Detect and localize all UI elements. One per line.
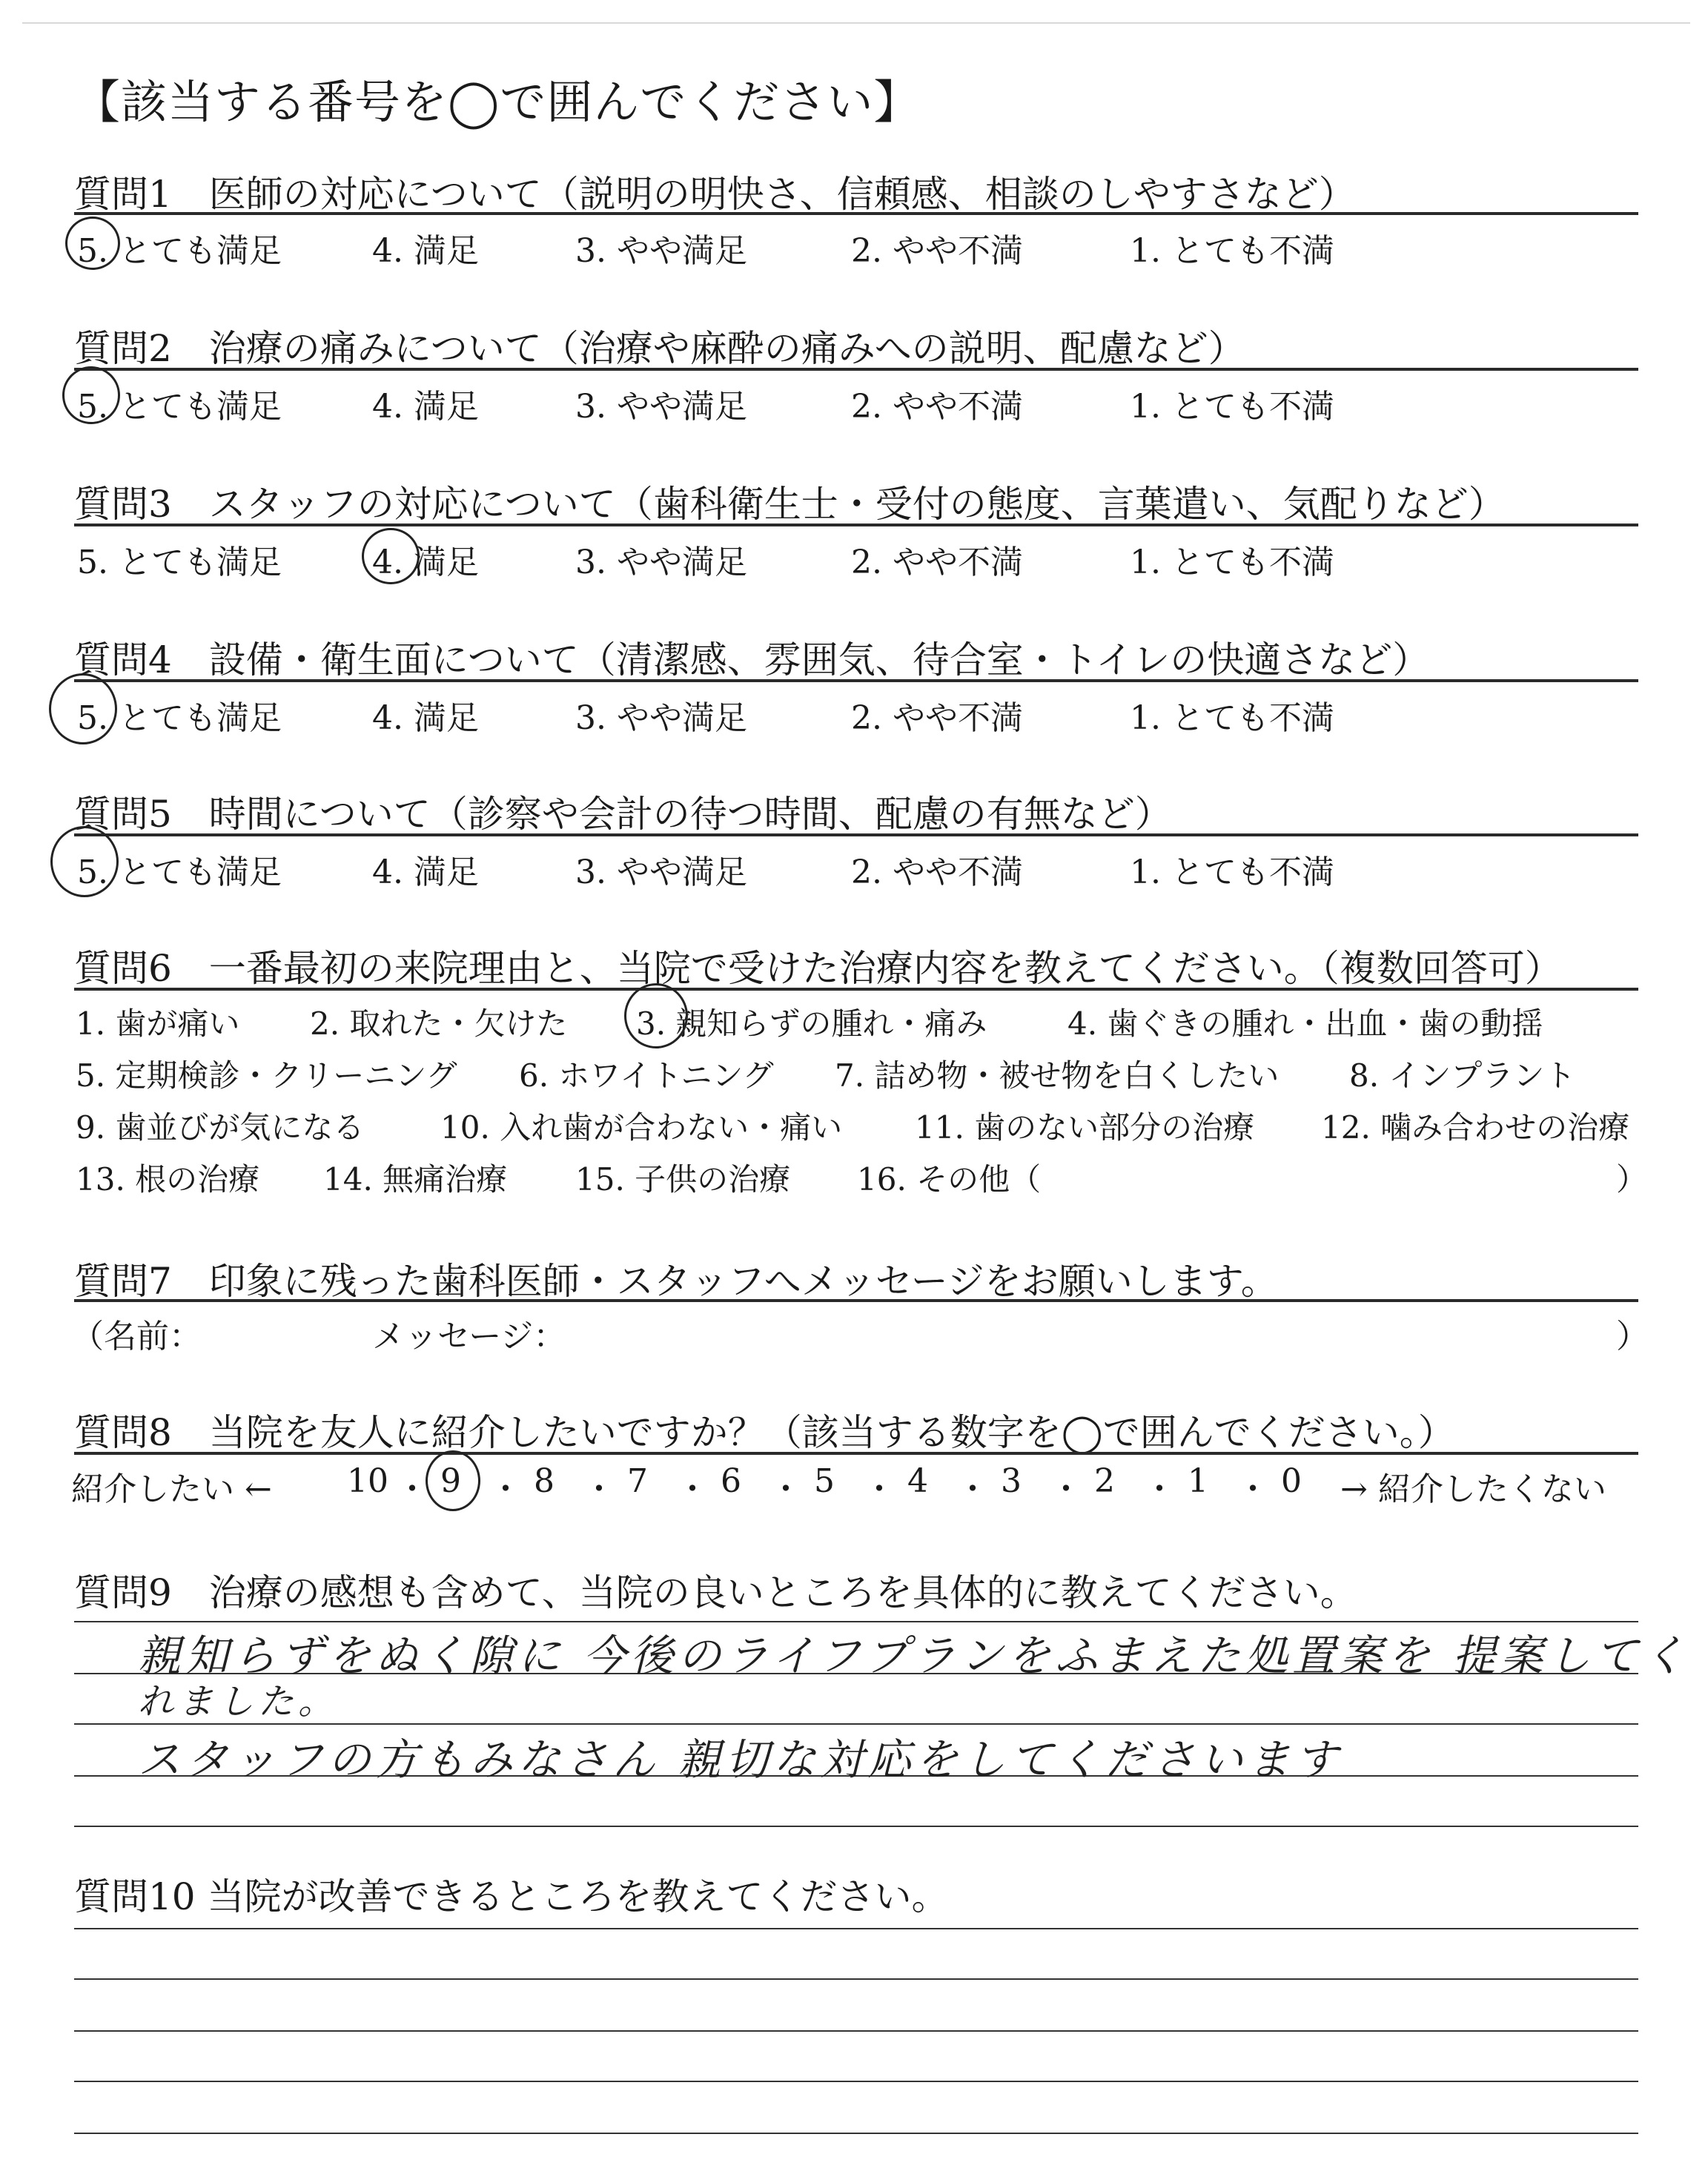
q4-rule [74,679,1638,682]
q1-option-5[interactable]: 5. とても満足 [77,232,282,270]
q8-scale-separator: ・ [489,1470,522,1508]
q8-scale-value-5[interactable]: 5 [814,1462,835,1500]
q8-scale-separator: ・ [1050,1470,1082,1508]
q9-title: 質問9 治療の感想も含めて、当院の良いところを具体的に教えてください。 [74,1571,1357,1614]
q6-option-16[interactable]: 16. その他（ [857,1161,1042,1198]
q1-selection-circle [65,217,120,270]
q8-scale-separator: ・ [583,1470,615,1508]
q6-title: 質問6 一番最初の来院理由と、当院で受けた治療内容を教えてください。（複数回答可） [74,947,1562,990]
q10-line-1 [74,1928,1638,1929]
q6-option-2[interactable]: 2. 取れた・欠けた [310,1005,568,1042]
q2-option-5[interactable]: 5. とても満足 [77,388,282,426]
q6-option-5[interactable]: 5. 定期検診・クリーニング [76,1057,457,1094]
q8-scale-value-9[interactable]: 9 [440,1462,461,1500]
q9-line-5 [74,1826,1638,1827]
q8-scale-value-4[interactable]: 4 [907,1462,928,1500]
q8-scale-separator: ・ [769,1470,802,1508]
q6-option-8[interactable]: 8. インプラント [1349,1057,1576,1094]
q8-scale-separator: ・ [396,1470,428,1508]
q3-option-2[interactable]: 2. やや不満 [851,544,1023,581]
q3-option-5[interactable]: 5. とても満足 [77,544,282,581]
q8-scale-value-7[interactable]: 7 [627,1462,648,1500]
q8-scale-separator: ・ [863,1470,896,1508]
q5-option-4[interactable]: 4. 満足 [372,853,479,891]
q6-option-7[interactable]: 7. 詰め物・被せ物を白くしたい [835,1057,1280,1094]
q4-selection-circle [49,673,117,744]
q8-scale-separator: ・ [1237,1470,1269,1508]
q10-line-5 [74,2133,1638,2134]
q8-scale-separator: ・ [956,1470,989,1508]
q8-scale-value-3[interactable]: 3 [1001,1462,1022,1500]
q4-title: 質問4 設備・衛生面について（清潔感、雰囲気、待合室・トイレの快適さなど） [74,638,1430,681]
q7-message-label[interactable]: メッセージ： [372,1318,566,1355]
q4-option-4[interactable]: 4. 満足 [372,699,479,737]
q8-scale-value-8[interactable]: 8 [534,1462,555,1500]
q6-option-10[interactable]: 10. 入れ歯が合わない・痛い [440,1109,843,1146]
q4-option-3[interactable]: 3. やや満足 [575,699,747,737]
q6-option-6[interactable]: 6. ホワイトニング [519,1057,774,1094]
scan-top-edge [22,22,1690,24]
q8-rule [74,1452,1638,1455]
q2-title: 質問2 治療の痛みについて（治療や麻酔の痛みへの説明、配慮など） [74,327,1245,370]
q9-answer-line-1: 親知らずをぬく隙に 今後のライフプランをふまえた処置案を 提案してく [138,1631,1690,1681]
q6-option-3[interactable]: 3. 親知らずの腫れ・痛み [636,1005,987,1042]
q5-selection-circle [50,826,119,897]
q3-option-4[interactable]: 4. 満足 [372,544,479,581]
q3-option-1[interactable]: 1. とても不満 [1130,544,1334,581]
q10-title: 質問10 当院が改善できるところを教えてください。 [74,1875,949,1918]
q2-option-1[interactable]: 1. とても不満 [1130,388,1334,426]
q1-option-1[interactable]: 1. とても不満 [1130,232,1334,270]
q8-selection-circle [426,1450,480,1511]
q4-option-1[interactable]: 1. とても不満 [1130,699,1334,737]
q1-option-3[interactable]: 3. やや満足 [575,232,747,270]
q5-option-1[interactable]: 1. とても不満 [1130,853,1334,891]
q8-scale-value-0[interactable]: 0 [1281,1462,1302,1500]
q1-option-2[interactable]: 2. やや不満 [851,232,1023,270]
q8-scale-value-2[interactable]: 2 [1094,1462,1115,1500]
q8-scale-value-1[interactable]: 1 [1188,1462,1208,1500]
q3-option-3[interactable]: 3. やや満足 [575,544,747,581]
q8-right-label: → 紹介したくない [1340,1470,1606,1508]
q10-line-4 [74,2081,1638,2082]
q9-answer-line-2: れました。 [138,1681,339,1723]
q8-scale-separator: ・ [676,1470,709,1508]
q8-scale-value-6[interactable]: 6 [721,1462,741,1500]
q6-option-9[interactable]: 9. 歯並びが気になる [76,1109,365,1146]
q8-scale-separator: ・ [1143,1470,1176,1508]
q1-rule [74,212,1638,215]
q3-title: 質問3 スタッフの対応について（歯科衛生士・受付の態度、言葉遣い、気配りなど） [74,483,1506,526]
q6-selection-circle [624,983,688,1048]
q2-option-2[interactable]: 2. やや不満 [851,388,1023,426]
q7-rule [74,1299,1638,1302]
q2-rule [74,368,1638,371]
q6-other-close-paren: ） [1616,1161,1648,1198]
q6-option-13[interactable]: 13. 根の治療 [76,1161,260,1198]
q8-title: 質問8 当院を友人に紹介したいですか？（該当する数字を◯で囲んでください。） [74,1411,1455,1454]
q5-title: 質問5 時間について（診察や会計の待つ時間、配慮の有無など） [74,793,1172,836]
q6-option-1[interactable]: 1. 歯が痛い [76,1005,240,1042]
q6-option-11[interactable]: 11. 歯のない部分の治療 [915,1109,1255,1146]
q4-option-2[interactable]: 2. やや不満 [851,699,1023,737]
q10-line-2 [74,1978,1638,1980]
q9-answer-line-3: スタッフの方もみなさん 親切な対応をしてくださいます [138,1734,1343,1785]
q2-selection-circle [62,366,120,424]
q6-option-14[interactable]: 14. 無痛治療 [323,1161,508,1198]
q5-option-2[interactable]: 2. やや不満 [851,853,1023,891]
q3-selection-circle [362,528,420,584]
q7-close-paren: ） [1616,1318,1649,1355]
q8-scale-value-10[interactable]: 10 [347,1462,388,1500]
q6-option-4[interactable]: 4. 歯ぐきの腫れ・出血・歯の動揺 [1068,1005,1543,1042]
q5-option-3[interactable]: 3. やや満足 [575,853,747,891]
q6-rule [74,988,1638,991]
form-header: 【該当する番号を◯で囲んでください】 [74,75,921,129]
q2-option-3[interactable]: 3. やや満足 [575,388,747,426]
q2-option-4[interactable]: 4. 満足 [372,388,479,426]
q5-rule [74,833,1638,836]
q1-title: 質問1 医師の対応について（説明の明快さ、信頼感、相談のしやすさなど） [74,173,1356,216]
q1-option-4[interactable]: 4. 満足 [372,232,479,270]
q7-title: 質問7 印象に残った歯科医師・スタッフへメッセージをお願いします。 [74,1260,1278,1303]
q6-option-12[interactable]: 12. 噛み合わせの治療 [1321,1109,1630,1146]
q3-rule [74,524,1638,526]
q10-line-3 [74,2030,1638,2032]
q5-option-5[interactable]: 5. とても満足 [77,853,282,891]
q7-name-label[interactable]: （名前： [71,1318,202,1355]
q6-option-15[interactable]: 15. 子供の治療 [575,1161,791,1198]
q4-option-5[interactable]: 5. とても満足 [77,699,282,737]
q8-left-label: 紹介したい ← [71,1470,272,1508]
